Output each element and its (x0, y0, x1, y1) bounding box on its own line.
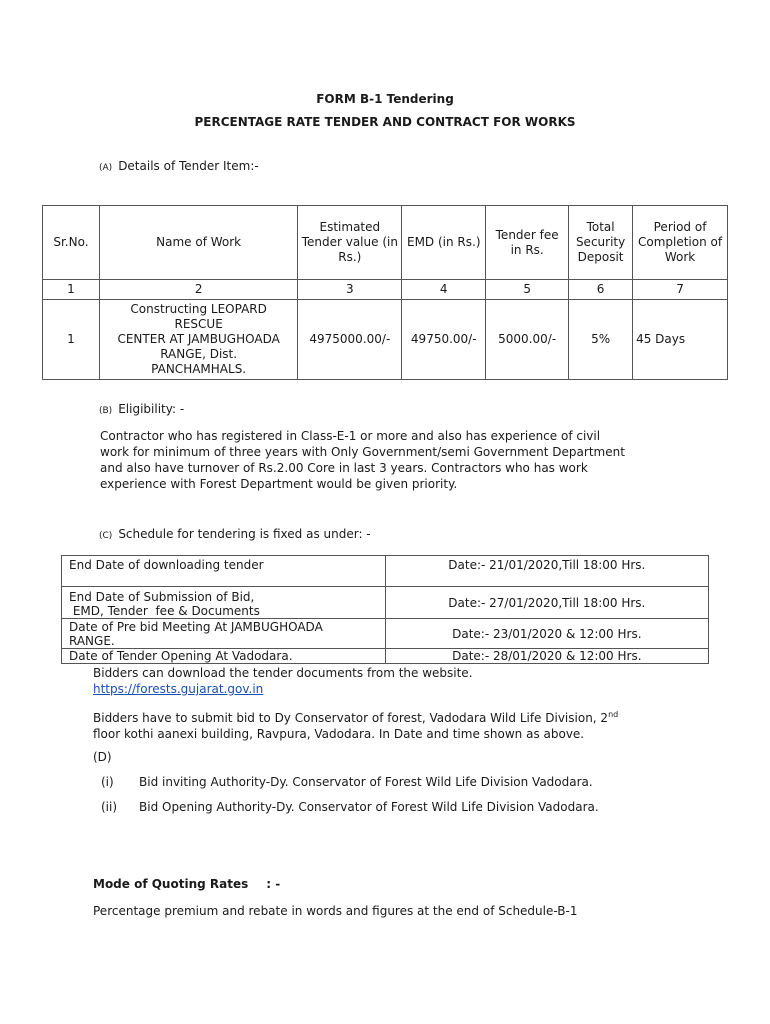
tender-details-table (42, 205, 728, 380)
work-name-line: RANGE, Dist. (160, 347, 238, 361)
schedule-table (61, 555, 709, 664)
cell-security-deposit: 5% (569, 300, 633, 380)
authority-text: Bid inviting Authority-Dy. Conservator of Forest Wild Life Division Vadodara. (139, 775, 593, 789)
section-c-heading (99, 527, 371, 541)
schedule-date: Date:- 21/01/2020,Till 18:00 Hrs. (385, 556, 708, 587)
section-c-tag: (C) (99, 531, 113, 541)
colnum-cell: 7 (633, 280, 728, 300)
cell-period: 45 Days (633, 300, 728, 380)
submission-text (93, 707, 743, 742)
schedule-date: Date:- 27/01/2020,Till 18:00 Hrs. (385, 587, 708, 619)
submission-line-1-text: Bidders have to submit bid to Dy Conservator of forest, Vadodara Wild Life Division, 2 (93, 711, 609, 725)
colnum-cell: 1 (43, 280, 100, 300)
form-subtitle: PERCENTAGE RATE TENDER AND CONTRACT FOR WORKS (194, 115, 576, 129)
mode-colon: : - (266, 877, 281, 891)
section-b-tag: (B) (99, 406, 113, 416)
colnum-cell: 6 (569, 280, 633, 300)
tender-header-row (43, 206, 728, 280)
schedule-event-line: Date of Pre bid Meeting At JAMBUGHOADA (69, 619, 323, 634)
section-a-label: Details of Tender Item:- (118, 159, 259, 173)
schedule-event (62, 556, 386, 587)
schedule-event (62, 649, 386, 664)
cell-emd: 49750.00/- (402, 300, 486, 380)
section-b-heading (99, 402, 184, 416)
work-name-line: PANCHAMHALS. (151, 362, 247, 376)
header-sr-no: Sr.No. (43, 206, 100, 280)
colnum-cell: 4 (402, 280, 486, 300)
schedule-event (62, 587, 386, 619)
submission-line-2: floor kothi aanexi building, Ravpura, Vadodara. In Date and time shown as above. (93, 727, 585, 741)
schedule-event (62, 619, 386, 649)
schedule-date: Date:- 23/01/2020 & 12:00 Hrs. (385, 619, 708, 649)
download-text: Bidders can download the tender documents from the website. (93, 666, 473, 680)
eligibility-line: Contractor who has registered in Class-E-1 or more and also has experience of civil (100, 429, 601, 443)
schedule-event-line: RANGE. (69, 633, 115, 648)
section-c-label: Schedule for tendering is fixed as under: - (118, 527, 371, 541)
mode-text: Percentage premium and rebate in words and figures at the end of Schedule-B-1 (93, 904, 578, 918)
colnum-cell: 5 (486, 280, 569, 300)
cell-tender-fee: 5000.00/- (486, 300, 569, 380)
schedule-event-line: End Date of Submission of Bid, (69, 590, 255, 604)
cell-name-of-work (99, 300, 297, 380)
section-d-tag: (D) (93, 750, 112, 764)
authority-num: (ii) (101, 800, 118, 814)
schedule-row (62, 587, 709, 619)
schedule-date: Date:- 28/01/2020 & 12:00 Hrs. (385, 649, 708, 664)
mode-heading (93, 876, 280, 892)
colnum-cell: 3 (298, 280, 402, 300)
eligibility-line: and also have turnover of Rs.2.00 Core in last 3 years. Contractors who has work (100, 461, 588, 475)
eligibility-text (100, 428, 740, 492)
schedule-row (62, 619, 709, 649)
schedule-event-line: EMD, Tender fee & Documents (69, 604, 260, 618)
header-period: Period of Completion of Work (633, 206, 728, 280)
section-a-tag: (A) (99, 163, 113, 173)
cell-estimated-value: 4975000.00/- (298, 300, 402, 380)
header-name-of-work: Name of Work (99, 206, 297, 280)
authority-text: Bid Opening Authority-Dy. Conservator of Forest Wild Life Division Vadodara. (139, 800, 599, 814)
schedule-event-line: End Date of downloading tender (69, 558, 264, 572)
section-a-heading (99, 159, 259, 173)
tender-colnum-row (43, 280, 728, 300)
submission-line-1 (93, 707, 743, 726)
form-title: FORM B-1 Tendering (316, 92, 454, 106)
mode-label: Mode of Quoting Rates (93, 877, 249, 891)
colnum-cell: 2 (99, 280, 297, 300)
header-estimated-value: Estimated Tender value (in Rs.) (298, 206, 402, 280)
eligibility-line: work for minimum of three years with Only Government/semi Government Department (100, 445, 625, 459)
work-name-line: Constructing LEOPARD (130, 302, 267, 316)
eligibility-line: experience with Forest Department would be given priority. (100, 477, 458, 491)
section-b-label: Eligibility: - (118, 402, 185, 416)
cell-sr-no: 1 (43, 300, 100, 380)
tender-data-row (43, 300, 728, 380)
ordinal-suffix: nd (608, 710, 619, 719)
schedule-row (62, 556, 709, 587)
header-tender-fee: Tender fee in Rs. (486, 206, 569, 280)
authority-num: (i) (101, 775, 114, 789)
header-security-deposit: Total Security Deposit (569, 206, 633, 280)
header-emd: EMD (in Rs.) (402, 206, 486, 280)
website-link[interactable]: https://forests.gujarat.gov.in (93, 682, 264, 696)
work-name-line: CENTER AT JAMBUGHOADA (117, 332, 280, 346)
work-name-line: RESCUE (174, 317, 223, 331)
schedule-row (62, 649, 709, 664)
schedule-event-line: Date of Tender Opening At Vadodara. (69, 649, 293, 663)
